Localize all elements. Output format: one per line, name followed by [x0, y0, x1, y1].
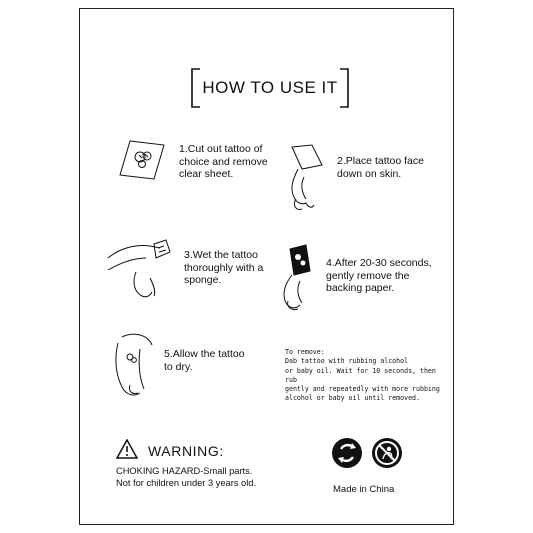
instruction-card [79, 8, 454, 525]
remove-paper-illustration [276, 241, 326, 313]
removal-heading: To remove: [285, 348, 325, 356]
place-tattoo-illustration [282, 143, 330, 215]
page-title: HOW TO USE IT [202, 78, 338, 97]
step-3-text: 3.Wet the tattoo thoroughly with a sponge. [184, 249, 264, 286]
warning-triangle-icon [116, 439, 138, 459]
wet-sponge-illustration [106, 236, 176, 302]
cut-sheet-illustration [118, 137, 168, 183]
recycle-icon [331, 437, 363, 469]
removal-instructions: To remove: Dab tattoo with rubbing alcohol or baby oil. Wait for 10 seconds, then rub gently and repeatedly with more rubbing alcohol or baby oil until removed. [285, 348, 450, 404]
step-2-text: 2.Place tattoo face down on skin. [337, 155, 424, 180]
step-1-text: 1.Cut out tattoo of choice and remove clear sheet. [179, 143, 268, 180]
title-block [190, 67, 350, 109]
step-4-text: 4.After 20-30 seconds, gently remove the backing paper. [326, 257, 432, 294]
dry-tattoo-illustration [110, 329, 168, 399]
no-small-children-icon [371, 437, 403, 469]
warning-text: CHOKING HAZARD-Small parts. Not for children under 3 years old. [116, 466, 257, 488]
step-5-text: 5.Allow the tattoo to dry. [164, 348, 245, 373]
made-in-label: Made in China [333, 484, 395, 495]
warning-heading: WARNING: [148, 443, 224, 459]
